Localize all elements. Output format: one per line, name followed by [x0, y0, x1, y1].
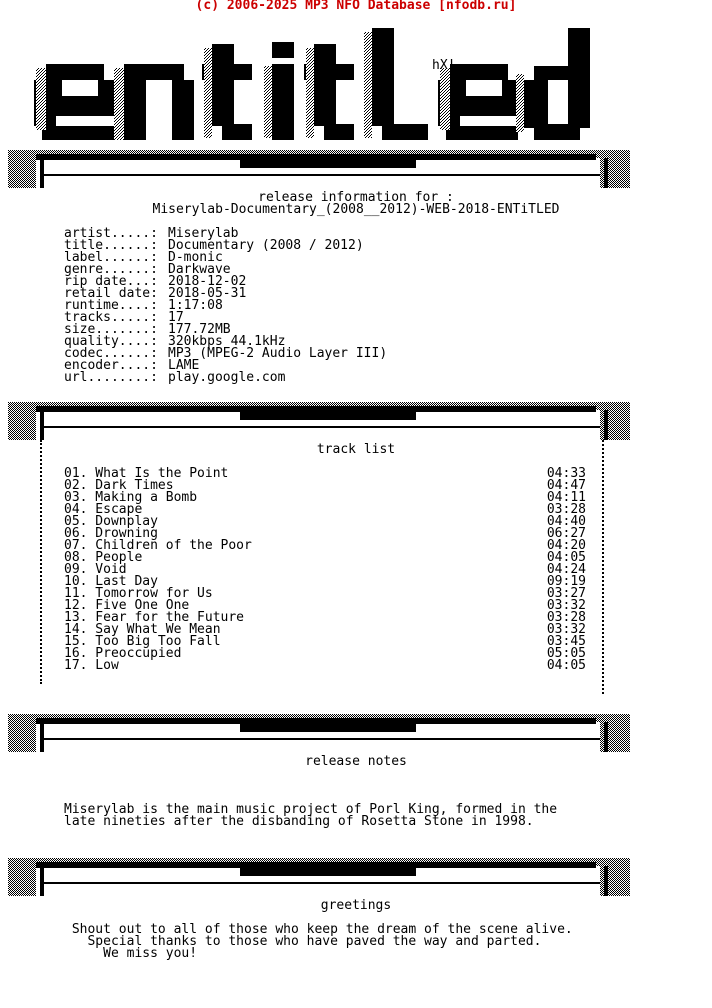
info-label: url........:	[64, 370, 158, 385]
track-duration: 03:27	[546, 586, 586, 601]
logo-tag: hX!	[432, 58, 456, 73]
track-duration: 04:20	[546, 538, 586, 553]
info-value: 320kbps 44.1kHz	[168, 334, 286, 349]
info-label: runtime....:	[64, 298, 158, 313]
track-name: 11. Tomorrow for Us	[64, 586, 213, 601]
greetings-line-2: Special thanks to those who have paved the way and parted.	[64, 934, 542, 949]
info-value: Darkwave	[168, 262, 231, 277]
track-row	[64, 492, 586, 504]
info-value: 2018-05-31	[168, 286, 247, 301]
track-name: 07. Children of the Poor	[64, 538, 252, 553]
info-label: retail date:	[64, 286, 158, 301]
track-name: 14. Say What We Mean	[64, 622, 221, 637]
track-name: 15. Too Big Too Fall	[64, 634, 221, 649]
info-label: size.......:	[64, 322, 158, 337]
release-name: Miserylab-Documentary_(2008__2012)-WEB-2018-ENTiTLED	[152, 202, 560, 217]
greetings-line-1: Shout out to all of those who keep the dream of the scene alive.	[64, 922, 573, 937]
info-label: rip date...:	[64, 274, 158, 289]
track-name: 12. Five One One	[64, 598, 190, 613]
track-name: 13. Fear for the Future	[64, 610, 245, 625]
track-name: 04. Escape	[64, 502, 143, 517]
track-border-left	[40, 440, 46, 684]
track-duration: 04:40	[546, 514, 586, 529]
track-name: 09. Void	[64, 562, 127, 577]
info-label: codec......:	[64, 346, 158, 361]
greetings-heading: greetings	[320, 898, 392, 913]
track-duration: 03:28	[546, 502, 586, 517]
greetings-line-3: We miss you!	[64, 946, 198, 961]
track-border-right	[602, 440, 608, 694]
info-value: 177.72MB	[168, 322, 231, 337]
track-duration: 03:28	[546, 610, 586, 625]
track-name: 05. Downplay	[64, 514, 158, 529]
entitled-logo	[28, 24, 608, 140]
section-divider-2	[0, 400, 712, 440]
info-value: Miserylab	[168, 226, 239, 241]
logo-letters	[34, 28, 590, 140]
tracklist-heading: track list	[316, 442, 396, 457]
info-value: LAME	[168, 358, 200, 373]
track-duration: 03:32	[546, 598, 586, 613]
track-name: 10. Last Day	[64, 574, 158, 589]
track-row	[64, 540, 586, 552]
release-heading: release information for :	[258, 190, 454, 205]
info-label: genre......:	[64, 262, 158, 277]
track-duration: 03:32	[546, 622, 586, 637]
track-duration: 04:24	[546, 562, 586, 577]
notes-line-1: Miserylab is the main music project of Porl King, formed in the	[64, 802, 558, 817]
info-label: tracks.....:	[64, 310, 158, 325]
track-name: 06. Drowning	[64, 526, 158, 541]
notes-line-2: late nineties after the disbanding of Rosetta Stone in 1998.	[64, 814, 534, 829]
info-value: 17	[168, 310, 184, 325]
info-value: play.google.com	[168, 370, 286, 385]
section-divider-4	[0, 856, 712, 896]
info-label: artist.....:	[64, 226, 158, 241]
info-value: MP3 (MPEG-2 Audio Layer III)	[168, 346, 388, 361]
track-duration: 04:47	[546, 478, 586, 493]
site-credit: (c) 2006-2025 MP3 NFO Database [nfodb.ru]	[195, 0, 517, 13]
track-name: 02. Dark Times	[64, 478, 174, 493]
track-name: 01. What Is the Point	[64, 466, 229, 481]
track-duration: 06:27	[546, 526, 586, 541]
track-duration: 03:45	[546, 634, 586, 649]
track-duration: 04:05	[546, 550, 586, 565]
track-duration: 04:05	[546, 658, 586, 673]
track-duration: 05:05	[546, 646, 586, 661]
track-row	[64, 660, 586, 672]
info-value: D-monic	[168, 250, 223, 265]
track-row	[64, 552, 586, 564]
info-value: Documentary (2008 / 2012)	[168, 238, 364, 253]
info-value: 1:17:08	[168, 298, 223, 313]
section-divider-1	[0, 148, 712, 188]
info-label: quality....:	[64, 334, 158, 349]
track-name: 16. Preoccupied	[64, 646, 182, 661]
track-row	[64, 648, 586, 660]
info-label: encoder....:	[64, 358, 158, 373]
info-value: 2018-12-02	[168, 274, 247, 289]
section-divider-3	[0, 712, 712, 752]
notes-heading: release notes	[305, 754, 407, 769]
track-name: 03. Making a Bomb	[64, 490, 198, 505]
track-duration: 04:11	[546, 490, 586, 505]
track-name: 17. Low	[64, 658, 119, 673]
track-name: 08. People	[64, 550, 143, 565]
track-duration: 09:19	[546, 574, 586, 589]
info-label: title......:	[64, 238, 158, 253]
info-label: label......:	[64, 250, 158, 265]
track-duration: 04:33	[546, 466, 586, 481]
